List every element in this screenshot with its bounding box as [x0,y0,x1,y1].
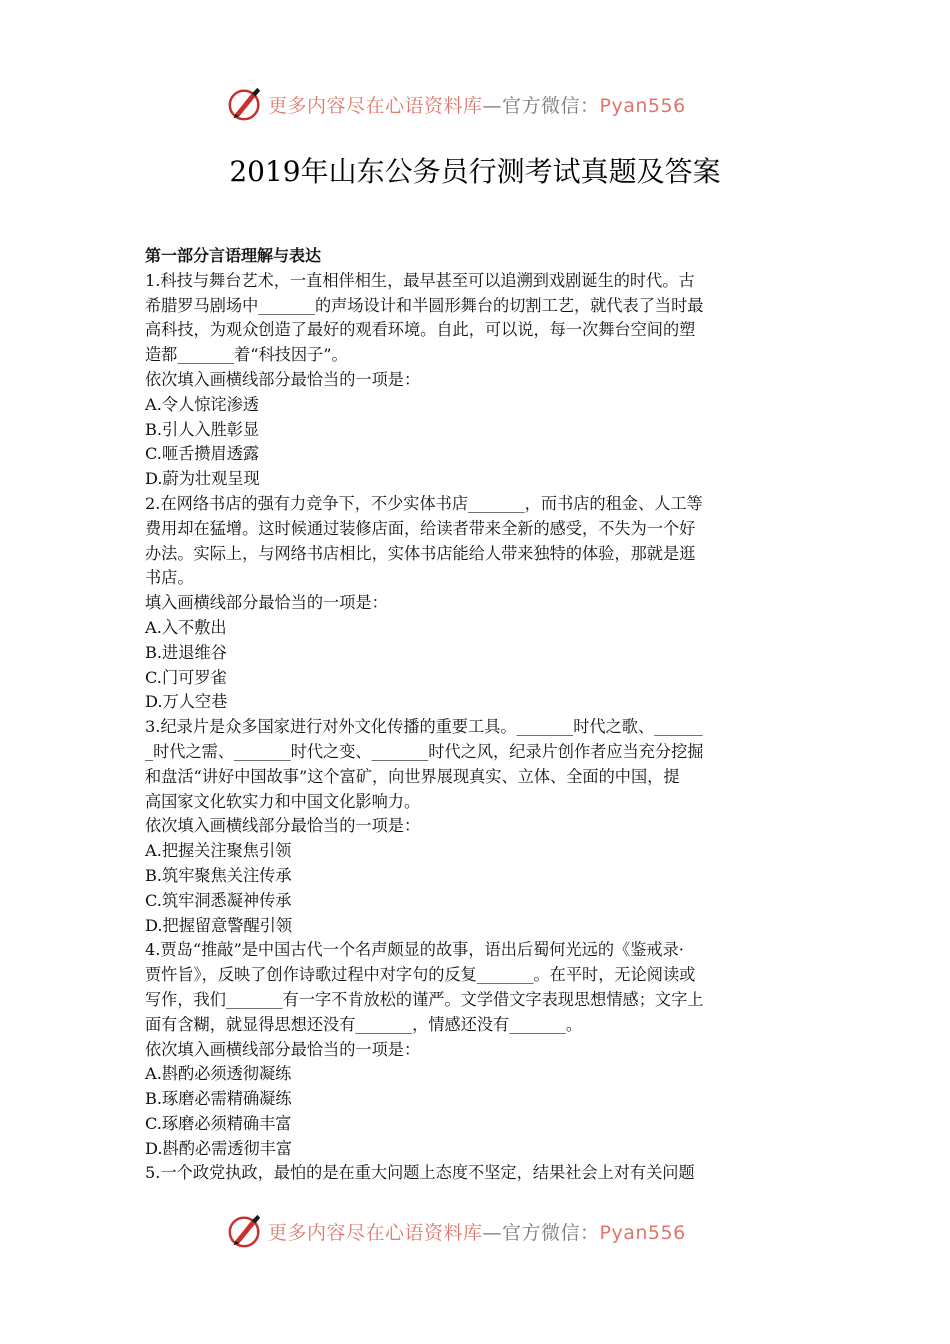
answer-option: B.引人入胜彰显 [145,419,260,439]
banner-text: 更多内容尽在心语资料库—官方微信：Pyan556 [268,94,686,117]
answer-option: B.筑牢聚焦关注传承 [145,865,292,885]
question-block [145,938,807,1161]
question-stem-line: 写作，我们_______有一字不肯放松的谨严。文学借文字表现思想情感；文字上 [145,989,704,1009]
answer-option: A.把握关注聚焦引领 [145,841,292,861]
question-prompt: 填入画横线部分最恰当的一项是： [145,593,388,613]
question-stem-line: 高科技，为观众创造了最好的观看环境。自此，可以说，每一次舞台空间的塑 [145,320,696,340]
section-heading: 第一部分言语理解与表达 [145,246,322,265]
answer-option: C.筑牢洞悉凝神传承 [145,890,292,910]
question-block [145,1161,807,1186]
question-prompt: 依次填入画横线部分最恰当的一项是： [145,816,421,836]
answer-option: A.斟酌必须透彻凝练 [145,1064,292,1084]
answer-option: C.咂舌攒眉透露 [145,444,260,464]
question-stem-line: 面有含糊，就显得思想还没有_______，情感还没有_______。 [145,1014,583,1034]
answer-option: B.琢磨必需精确凝练 [145,1089,292,1109]
question-block [145,269,807,492]
pen-logo-icon [226,85,264,123]
question-stem-line: _时代之需、_______时代之变、_______时代之风，纪录片创作者应当充分挖掘 [145,741,704,761]
document-body [145,244,807,1186]
question-stem-line: 1.科技与舞台艺术，一直相伴相生，最早甚至可以追溯到戏剧诞生的时代。古 [145,270,695,290]
answer-option: A.入不敷出 [145,617,227,637]
question-prompt: 依次填入画横线部分最恰当的一项是： [145,369,421,389]
answer-option: D.蔚为壮观呈现 [145,469,260,489]
question-stem-line: 造都_______着“科技因子”。 [145,345,348,365]
question-stem-line: 5.一个政党执政，最怕的是在重大问题上态度不坚定，结果社会上对有关问题 [145,1163,695,1183]
question-stem-line: 2.在网络书店的强有力竞争下，不少实体书店_______，而书店的租金、人工等 [145,493,703,513]
answer-option: A.令人惊诧渗透 [145,394,259,414]
header-banner [0,82,950,126]
banner-text: 更多内容尽在心语资料库—官方微信：Pyan556 [268,1221,686,1244]
answer-option: C.琢磨必须精确丰富 [145,1113,292,1133]
question-stem-line: 和盘活“讲好中国故事”这个富矿，向世界展现真实、立体、全面的中国，提 [145,766,680,786]
answer-option: D.斟酌必需透彻丰富 [145,1138,293,1158]
answer-option: D.万人空巷 [145,692,228,712]
answer-option: D.把握留意警醒引领 [145,915,293,935]
question-stem-line: 贾忤旨》，反映了创作诗歌过程中对字句的反复_______。在平时，无论阅读或 [145,965,696,985]
question-block [145,715,807,938]
question-block [145,492,807,715]
answer-option: B.进退维谷 [145,642,227,662]
question-stem-line: 希腊罗马剧场中_______的声场设计和半圆形舞台的切割工艺，就代表了当时最 [145,295,704,315]
question-stem-line: 3.纪录片是众多国家进行对外文化传播的重要工具。_______时代之歌、______ [145,717,703,737]
question-stem-line: 4.贾岛“推敲”是中国古代一个名声颇显的故事，语出后蜀何光远的《鉴戒录· [145,940,684,960]
question-stem-line: 书店。 [145,568,194,588]
question-stem-line: 费用却在猛增。这时候通过装修店面，给读者带来全新的感受，不失为一个好 [145,518,696,538]
question-stem-line: 高国家文化软实力和中国文化影响力。 [145,791,421,811]
footer-banner [0,1209,950,1253]
pen-logo-icon [226,1212,264,1250]
answer-option: C.门可罗雀 [145,667,227,687]
question-stem-line: 办法。实际上，与网络书店相比，实体书店能给人带来独特的体验，那就是逛 [145,543,696,563]
document-title: 2019年山东公务员行测考试真题及答案 [229,155,721,188]
question-prompt: 依次填入画横线部分最恰当的一项是： [145,1039,421,1059]
